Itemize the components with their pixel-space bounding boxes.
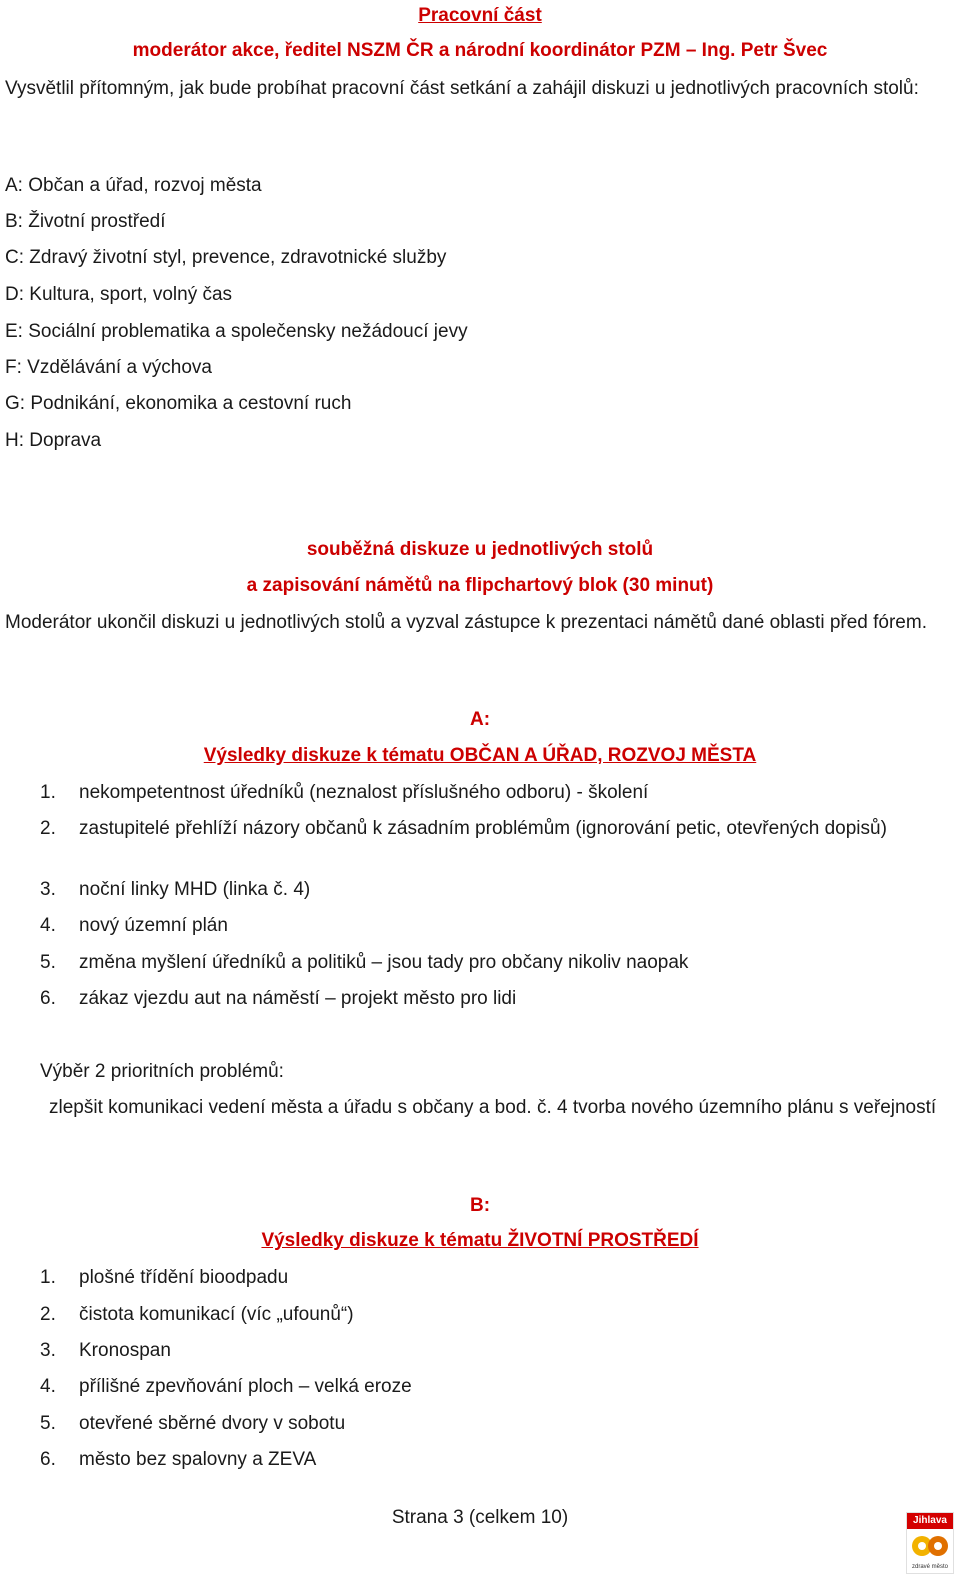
section-b-item-text: Kronospan (79, 1340, 171, 1361)
section-a-letter: A: (469, 709, 491, 730)
table-item-h: H: Doprava (5, 430, 102, 451)
section-a-item-text: zastupitelé přehlíží názory občanů k zásadním problémům (ignorování petic, otevřených dopisů) (79, 818, 887, 839)
section-b-item: 2. čistota komunikací (víc „ufounů“) (40, 1304, 354, 1325)
section-a-item-text: noční linky MHD (linka č. 4) (79, 879, 311, 900)
table-item-g: G: Podnikání, ekonomika a cestovní ruch (5, 393, 352, 414)
table-item-f: F: Vzdělávání a výchova (5, 357, 212, 378)
section-b-item: 6. město bez spalovny a ZEVA (40, 1449, 317, 1470)
table-item-d: D: Kultura, sport, volný čas (5, 284, 233, 305)
section-a-item-text: změna myšlení úředníků a politiků – jsou tady pro občany nikoliv naopak (79, 952, 689, 973)
section-b-item-text: město bez spalovny a ZEVA (79, 1449, 317, 1470)
moderator-summary: Moderátor ukončil diskuzi u jednotlivých stolů a vyzval zástupce k prezentaci námětů dané oblasti před fórem. (5, 612, 927, 633)
section-a-item: 6. zákaz vjezdu aut na náměstí – projekt město pro lidi (40, 988, 517, 1009)
table-item-a: A: Občan a úřad, rozvoj města (5, 175, 262, 196)
section-a-heading: Výsledky diskuze k tématu OBČAN A ÚŘAD, ROZVOJ MĚSTA (203, 745, 757, 766)
logo-title: Jihlava (907, 1513, 953, 1529)
section-a-item-text: nekompetentnost úředníků (neznalost příslušného odboru) - školení (79, 782, 649, 803)
logo-mark-icon (910, 1531, 950, 1561)
discussion-line-2: a zapisování námětů na flipchartový blok (30 minut) (246, 575, 714, 596)
section-b-item-text: plošné třídění bioodpadu (79, 1267, 289, 1288)
section-b-heading: Výsledky diskuze k tématu ŽIVOTNÍ PROSTŘEDÍ (261, 1230, 699, 1251)
priority-text: zlepšit komunikaci vedení města a úřadu s občany a bod. č. 4 tvorba nového územního plánu s veřejností (49, 1097, 937, 1118)
jihlava-logo (906, 1512, 954, 1574)
table-item-e: E: Sociální problematika a společensky nežádoucí jevy (5, 321, 468, 342)
section-b-letter: B: (469, 1195, 491, 1216)
section-a-item: 2. (40, 818, 56, 839)
section-b-item: 5. otevřené sběrné dvory v sobotu (40, 1413, 346, 1434)
section-a-item: 5. změna myšlení úředníků a politiků – jsou tady pro občany nikoliv naopak (40, 952, 689, 973)
logo-subtitle: zdravé město (911, 1564, 948, 1570)
intro-paragraph: Vysvětlil přítomným, jak bude probíhat pracovní část setkání a zahájil diskuzi u jednotlivých pracovních stolů: (5, 78, 919, 99)
table-item-c: C: Zdravý životní styl, prevence, zdravotnické služby (5, 247, 447, 268)
table-item-b: B: Životní prostředí (5, 211, 166, 232)
discussion-line-1: souběžná diskuze u jednotlivých stolů (306, 539, 654, 560)
section-b-item-text: přílišné zpevňování ploch – velká eroze (79, 1376, 412, 1397)
section-b-item-text: otevřené sběrné dvory v sobotu (79, 1413, 346, 1434)
section-a-item-text: nový územní plán (79, 915, 228, 936)
section-a-item: 4. nový územní plán (40, 915, 228, 936)
moderator-line: moderátor akce, ředitel NSZM ČR a národní koordinátor PZM – Ing. Petr Švec (132, 40, 828, 61)
section-b-item-text: čistota komunikací (víc „ufounů“) (79, 1304, 354, 1325)
section-a-item: 3. noční linky MHD (linka č. 4) (40, 879, 311, 900)
section-a-item-text: zákaz vjezdu aut na náměstí – projekt město pro lidi (79, 988, 517, 1009)
section-b-item: 4. přílišné zpevňování ploch – velká eroze (40, 1376, 412, 1397)
section-a-item: 1. nekompetentnost úředníků (neznalost příslušného odboru) - školení (40, 782, 649, 803)
page-footer: Strana 3 (celkem 10) (391, 1507, 569, 1528)
priority-label: Výběr 2 prioritních problémů: (40, 1061, 284, 1082)
section-b-item: 1. plošné třídění bioodpadu (40, 1267, 289, 1288)
section-title: Pracovní část (418, 5, 542, 26)
section-b-item: 3. Kronospan (40, 1340, 171, 1361)
